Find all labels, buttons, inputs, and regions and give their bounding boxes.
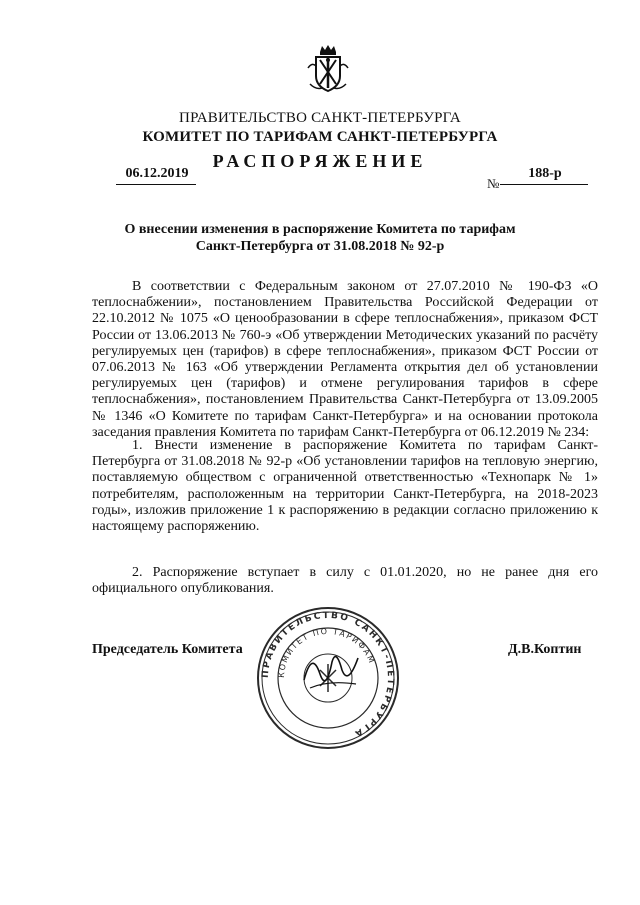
signatory-title: Председатель Комитета [92,642,243,657]
document-type: РАСПОРЯЖЕНИЕ [212,151,428,171]
coat-of-arms-icon [302,44,354,96]
signatory-name: Д.В.Коптин [508,642,582,657]
seal-inner-text: КОМИТЕТ ПО ТАРИФАМ [276,626,377,679]
number-underline [500,184,588,185]
document-number: 188-р [528,166,562,181]
document-title-line1: О внесении изменения в распоряжение Комитета по тарифам [124,222,516,237]
government-name: ПРАВИТЕЛЬСТВО САНКТ-ПЕТЕРБУРГА [179,110,461,126]
item-2-paragraph: 2. Распоряжение вступает в силу с 01.01.2020, но не ранее дня его официального опубликования. [92,565,598,597]
preamble-paragraph: В соответствии с Федеральным законом от 27.07.2010 № 190-ФЗ «О теплоснабжении», постановлением Правительства Российской Федерации от 22.10.2012 № 1075 «О ценообразовании в сфере теплоснабжения», приказом ФСТ России от 13.06.2013 № 760-э «Об утверждении Методических указаний по расчёту регулируемых цен (тарифов) в сфере теплоснабжения», приказом ФСТ России от 07.06.2013 № 163 «Об утверждении Регламента открытия дел об установлении регулируемых цен (тарифов) и отмене регулирования тарифов в сфере теплоснабжения», постановлением Правительства Санкт-Петербурга от 13.09.2005 № 1346 «О Комитете по тарифам Санкт-Петербурга» и на основании протокола заседания правления Комитета по тарифам Санкт-Петербурга от 06.12.2019 № 234: [92,279,598,440]
committee-name: КОМИТЕТ ПО ТАРИФАМ САНКТ-ПЕТЕРБУРГА [142,129,498,145]
document-date: 06.12.2019 [125,166,189,181]
date-underline [116,184,196,185]
item-1-paragraph: 1. Внести изменение в распоряжение Комитета по тарифам Санкт-Петербурга от 31.08.2018 № 92-р «Об установлении тарифов на тепловую энергию, поставляемую обществом с ограниченной ответственностью «Технопарк № 1» потребителям, расположенным на территории Санкт-Петербурга, на 2018-2023 годы», изложив приложение 1 к распоряжению в редакции согласно приложению к настоящему распоряжению. [92,438,598,535]
document-title-line2: Санкт-Петербурга от 31.08.2018 № 92-р [195,239,445,254]
seal-outer-text: ПРАВИТЕЛЬСТВО САНКТ-ПЕТЕРБУРГА [260,610,396,739]
number-sign: № [487,176,500,191]
handwritten-signature-icon [298,640,368,700]
